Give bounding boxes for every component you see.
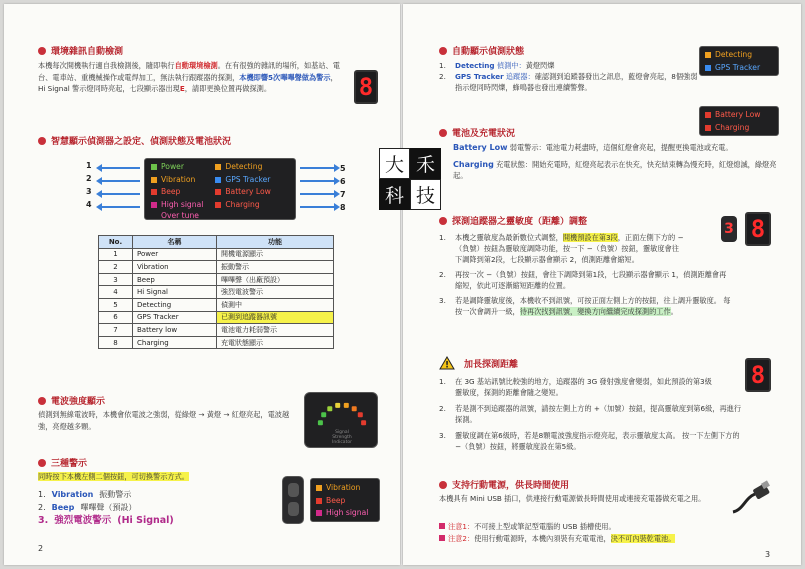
signal-led-7 [358,412,363,417]
arrow-right-7 [300,193,336,195]
table-row: 7 Battery low 電池電力耗弱警示 [99,324,334,337]
charging-led-icon [215,202,221,208]
auto-item-2: 2. GPS Tracker 追蹤器：確認測到追蹤器發出之訊息，藍燈會亮起，8個強弱指示燈同時閃爍，蜂鳴器也發出連續警聲。 [439,72,698,92]
boost-list [439,376,745,452]
small-segment-display: 3 [721,216,737,242]
signal-led-4 [335,403,340,408]
arrow-right-6 [300,180,336,182]
bullet-dot [439,217,447,225]
auto-led-detecting: Detecting [705,49,773,62]
sensitivity-list [439,232,733,317]
indicator-title [38,134,231,147]
sensitivity-title-text: 探測追蹤器之靈敏度（距離）調整 [452,217,588,227]
boost-item-3: 3. 靈敏度調在第6級時，若是8顆電波強度指示燈亮起，表示靈敏度太高。 按一下左側下方的 −（負號）按鈕，將靈敏度設在第5級。 [439,431,740,451]
battery-title-text: 電池及充電狀況 [452,129,516,139]
table-header-row [99,236,334,249]
boost-title-text: 加長探測距離 [464,359,519,370]
alarm-title-text: 三種警示 [51,459,88,469]
battery-list [453,142,779,182]
signal-meter [304,392,378,448]
col-header-name: 名稱 [133,236,217,249]
battery-panel [699,106,779,136]
indicator-num-8: 8 [340,203,346,212]
power-note-1: 注意1：不可接上型或筆記型電腦的 USB 插槽使用。 [439,521,779,533]
left-page [4,4,400,565]
arrow-left-4 [100,206,140,208]
arrow-right-8 [300,206,336,208]
power-note-2: 注意2：使用行動電源時，本機內須裝有充電電池，決不可內裝乾電池。 [439,533,779,545]
high-signal-led-icon [151,202,157,208]
signal-meter-arc [305,393,379,449]
beep-led-icon [151,189,157,195]
sensitivity-item-3: 3. 若是調降靈敏度後，本機收不到訊號，可按正面左側上方的按鈕，往上調升靈敏度。 每按一次會調升一級，待再次找到訊號，變換方向繼續完成探測的工作。 [439,296,731,316]
battery-item-charging: Charging 充電狀態：開始充電時，紅燈亮起表示在快充，快充結束轉為慢充時，紅燈熄滅，綠燈亮起。 [453,159,777,180]
usb-cable-icon [729,480,773,516]
bullet-dot [38,137,46,145]
indicator-num-5: 5 [340,164,346,173]
page-number: 2 [38,544,44,553]
signal-led-8 [361,420,366,425]
indicator-num-6: 6 [340,177,346,186]
power-notes [439,521,779,544]
charging-led-icon [705,125,711,131]
alarm-panel [310,478,380,522]
led-charging: Charging [215,199,270,212]
env-title [38,44,123,57]
auto-item-1: 1. Detecting 偵測中：黃燈閃爍 [439,61,555,70]
led-battery-low: Battery Low [215,186,270,199]
power-title [439,478,569,491]
side-button-top [288,483,299,497]
table-row: 1 Power 開機電源顯示 [99,248,334,261]
led-vibration: Vibration [151,174,203,187]
bullet-dot [439,47,447,55]
note-square-icon [439,535,445,541]
signal-led-6 [352,406,357,411]
warning-icon [439,356,455,370]
seven-segment-display: 8 [745,212,771,246]
indicator-num-2: 2 [86,174,92,183]
signal-title-text: 電波強度顯示 [51,397,106,407]
bullet-dot [38,397,46,405]
auto-title [439,44,524,57]
bullet-dot [38,47,46,55]
battery-led-icon [215,189,221,195]
boost-title [439,356,518,370]
meter-label-3: Indicator [332,440,352,445]
arrow-right-5 [300,167,336,169]
indicator-col-1 [151,161,203,220]
alarm-led-beep: Beep [316,495,374,508]
env-text-2: 自動環境檢測 [174,61,218,70]
note-square-icon [439,523,445,529]
signal-led-1 [318,420,323,425]
alarm-led-high-signal: High signal [316,507,374,520]
led-power: Power [151,161,203,174]
signal-led-3 [327,406,332,411]
alarm-intro [38,471,189,483]
arrow-left-2 [100,180,140,182]
alarm-title [38,456,87,469]
page-number: 3 [765,550,771,559]
auto-led-gps: GPS Tracker [705,62,773,75]
signal-paragraph: 偵測到無線電波時，本機會依電波之強弱，從綠燈 → 黃燈 → 紅燈亮起，電波越強，亮燈越多顆。 [38,410,290,431]
segment-digit: 8 [358,73,374,101]
side-button-bottom [288,502,299,516]
env-text-7: ，請即更換位置再做探測。 [184,84,272,93]
boost-item-2: 2. 若是測不到追蹤器的訊號，請按左側上方的 +（加號）按鈕，提高靈敏度到第6級，再進行探測。 [439,404,742,424]
bullet-dot [439,129,447,137]
boost-item-1: 1. 在 3G 基站訊號比較強的地方，追蹤器的 3G 發射強度會變弱，如此預設的第3級靈敏度，探測的距離會隨之變短。 [439,377,712,397]
bullet-dot [439,481,447,489]
battery-led-charging: Charging [705,122,773,135]
alarm-intro-text: 同時按下本機左側二個按鈕，可切換警示方式。 [38,472,189,481]
col-header-no: No. [99,236,133,249]
alarm-item-3: 3. 強烈電波警示 (Hi Signal) [38,515,174,526]
seven-segment-display: 8 [745,358,771,392]
vibration-led-icon [151,177,157,183]
auto-title-text: 自動顯示偵測狀態 [452,47,525,57]
env-text-1: 本機每次開機執行適自我檢測後，隨即執行 [38,61,175,70]
alarm-item-1: 1. Vibration 振動警示 [38,490,132,499]
table-row: 8 Charging 充電狀態顯示 [99,336,334,349]
battery-led-low: Battery Low [705,109,773,122]
table-row: 4 Hi Signal 強烈電波警示 [99,286,334,299]
sensitivity-title [439,214,587,227]
indicator-num-4: 4 [86,200,92,209]
indicator-col-2 [215,161,270,220]
gps-led-icon [215,177,221,183]
beep-led-icon [316,498,322,504]
alarm-led-vibration: Vibration [316,482,374,495]
indicator-panel [144,158,296,220]
battery-item-low: Battery Low 弱電警示：電池電力耗盡時，這個紅燈會亮起，提醒更換電池或充電。 [453,143,733,152]
company-logo [379,148,441,210]
logo-char-1: 大 [379,148,410,179]
indicator-title-text: 智慧顯示偵測器之設定、偵測狀態及電池狀況 [51,137,232,147]
env-text-3: 。在有很強的雜訊的場所，如基站、電台、電車站、重機械操作或電焊加工，無法執行跟蹤器的探測， [38,61,340,82]
logo-char-2: 禾 [410,148,441,179]
signal-led-2 [321,412,326,417]
indicator-num-3: 3 [86,187,92,196]
right-page [403,4,801,565]
col-header-function: 功能 [217,236,334,249]
power-paragraph: 本機具有 Mini USB 插口，供連接行動電源做長時間使用或連接充電器做充電之用。 [439,494,706,503]
env-title-text: 環境雜訊自動檢測 [51,47,124,57]
led-detecting: Detecting [215,161,270,174]
sensitivity-item-1: 1. 本機之靈敏度為最新數位式調整，開機預設在第3段，正面左側下方的 −（負號）按鈕為靈敏度調降功能，按一下 −（負號）按鈕，靈敏度會往下調降到第2段，七段顯示器會顯示 2，偵測距離會縮短。 [439,233,684,264]
seven-segment-display [354,70,378,104]
gps-led-icon [705,65,711,71]
env-text-6: E [179,84,185,93]
detecting-led-icon [705,52,711,58]
high-signal-led-icon [316,510,322,516]
led-gps-tracker: GPS Tracker [215,174,270,187]
vibration-led-icon [316,485,322,491]
bullet-dot [38,459,46,467]
battery-title [439,126,515,139]
side-buttons-image [282,476,304,524]
auto-panel [699,46,779,76]
table-row: 2 Vibration 振動警示 [99,261,334,274]
env-paragraph [38,60,344,95]
indicator-num-1: 1 [86,161,92,170]
meter-label-2: Strength [332,435,352,440]
led-high-signal: High signal [151,199,203,212]
detecting-led-icon [215,164,221,170]
auto-list [439,60,701,93]
logo-char-3: 科 [379,179,410,210]
sensitivity-item-2: 2. 再按一次 −（負號）按鈕，會往下調降到第1段，七段顯示器會顯示 1，偵測距離會再縮短，依此可逐漸縮短距離的位置。 [439,270,727,290]
table-row-highlighted: 6 GPS Tracker 已測到追蹤器訊號 [99,311,334,324]
over-tune-label: Over tune [161,211,199,220]
arrow-left-1 [100,167,140,169]
signal-title [38,394,105,407]
table-row: 3 Beep 嗶嗶聲（出廠預設） [99,273,334,286]
svg-text:!: ! [444,360,450,370]
indicator-table [98,235,334,349]
env-text-5: ，Hi Signal 警示燈同時亮起，七段顯示器出現 [38,72,338,93]
power-led-icon [151,164,157,170]
meter-label-1: Signal [335,430,349,435]
logo-char-4: 技 [410,179,441,210]
indicator-num-7: 7 [340,190,346,199]
arrow-left-3 [100,193,140,195]
alarm-list [38,488,268,528]
battery-led-icon [705,112,711,118]
signal-led-5 [344,403,349,408]
env-text-4: 本機即響5次嗶嗶聲做為警示 [239,72,331,82]
led-beep: Beep [151,186,203,199]
power-title-text: 支持行動電源，供長時間使用 [452,481,570,491]
alarm-item-2: 2. Beep 嗶嗶聲（預設） [38,503,137,512]
table-row: 5 Detecting 偵測中 [99,298,334,311]
